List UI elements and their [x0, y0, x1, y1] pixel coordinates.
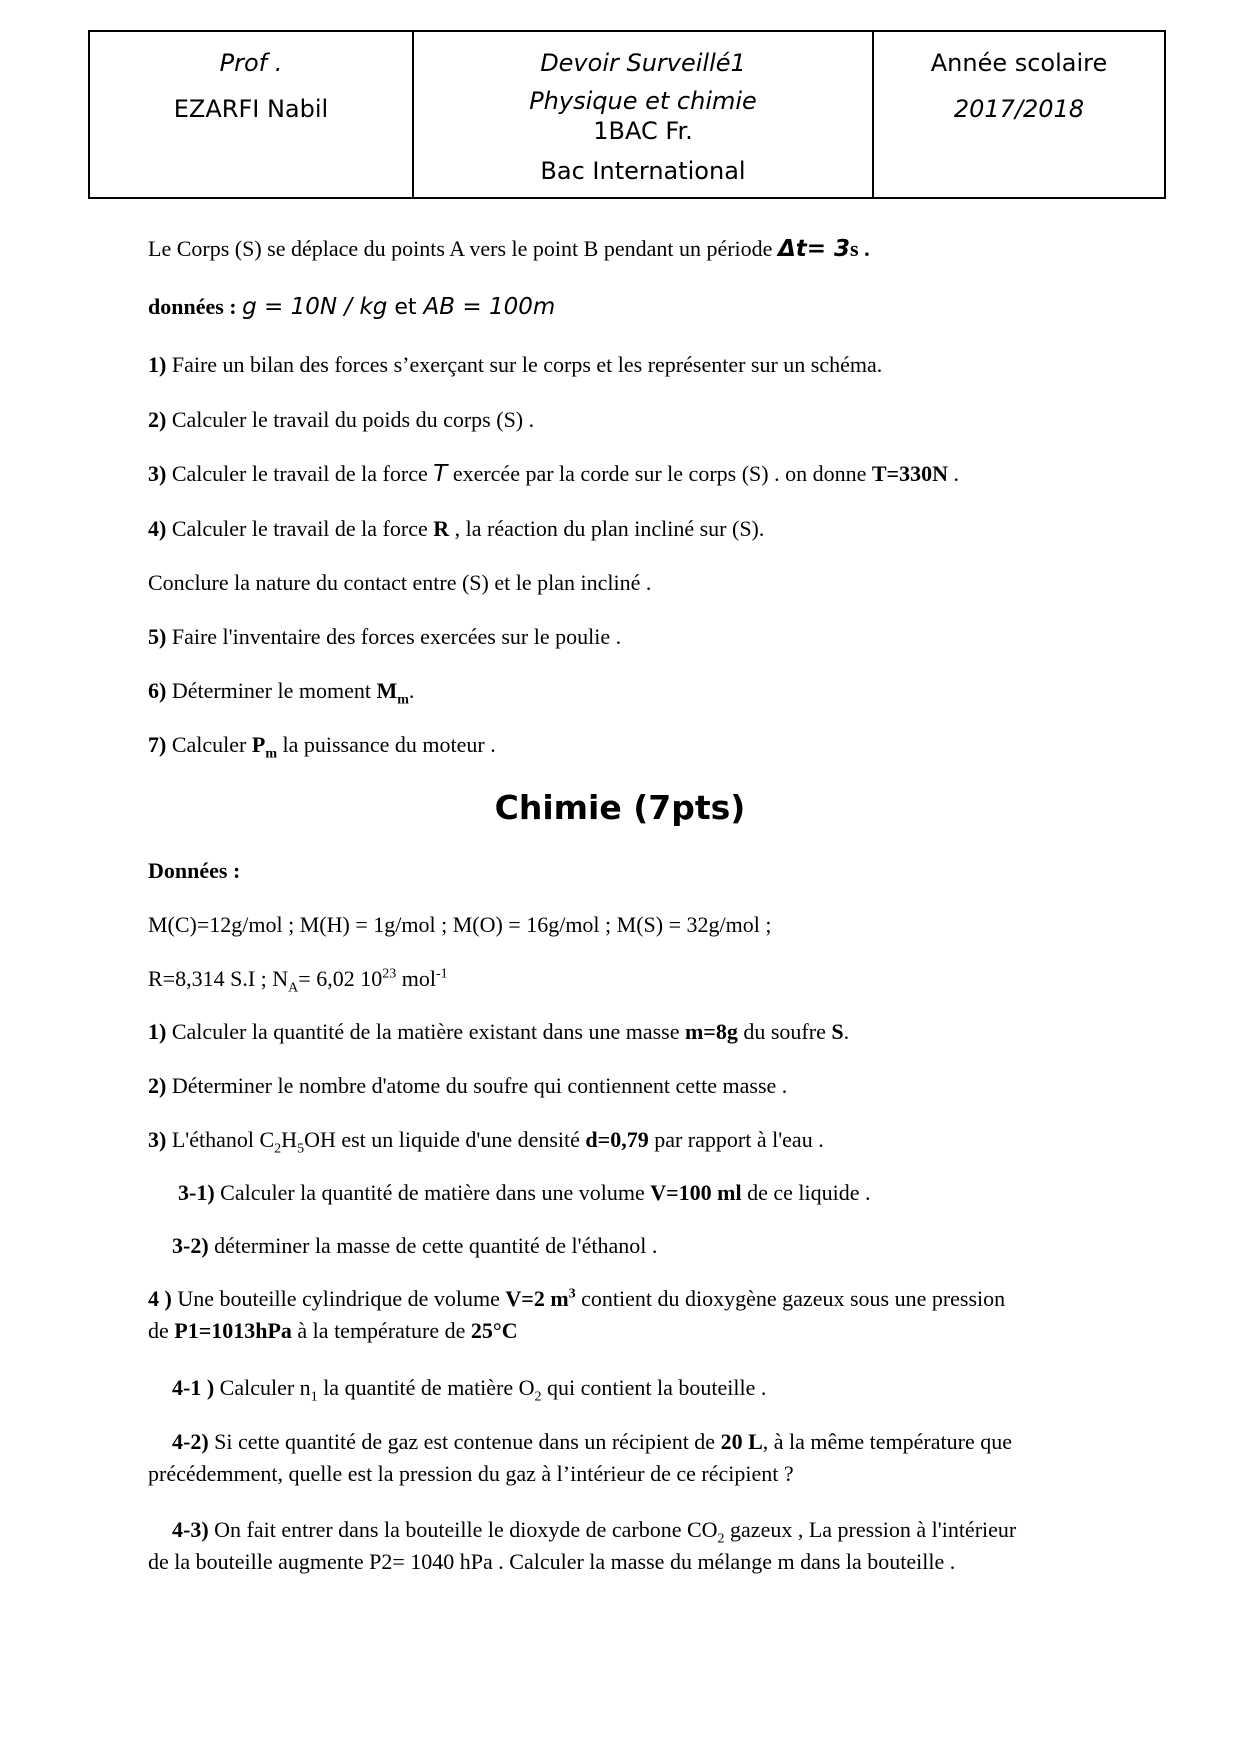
physique-q6: 6) Déterminer le moment $M_m$.: [148, 678, 415, 708]
chimie-q4-3-line1: 4-3) On fait entrer dans la bouteille le dioxyde de carbone $CO_2$ gazeux , La pression à l'intérieur: [172, 1517, 1017, 1547]
header-year-cell: [874, 32, 1164, 197]
chimie-q3-2: 3-2) déterminer la masse de cette quantité de l'éthanol .: [172, 1233, 658, 1258]
physique-intro: Le Corps (S) se déplace du points A vers le point B pendant un période Δt= 3s .: [148, 236, 870, 262]
exam-title: Devoir Surveillé1: [540, 49, 746, 77]
chimie-q4-line2: de P1=1013hPa à la température de 25°C: [148, 1318, 518, 1343]
header-teacher-cell: [90, 32, 414, 197]
chimie-q4-2-line1: 4-2) Si cette quantité de gaz est contenue dans un récipient de 20 L, à la même température que: [172, 1429, 1012, 1454]
physique-q7: 7) Calculer $P_m$ la puissance du moteur .: [148, 732, 496, 762]
chimie-q1: 1) Calculer la quantité de la matière existant dans une masse m=8g du soufre S.: [148, 1019, 850, 1044]
chimie-q4-2-line2: précédemment, quelle est la pression du gaz à l’intérieur de ce récipient ?: [148, 1461, 794, 1486]
physique-q5: 5) Faire l'inventaire des forces exercées sur le poulie .: [148, 624, 622, 649]
chimie-q4-1: 4-1 ) Calculer $n_1$ la quantité de matière $O_2$ qui contient la bouteille .: [172, 1375, 767, 1405]
chimie-q4-line1: 4 ) Une bouteille cylindrique de volume V=2 $m^3$ contient du dioxygène gazeux sous une pression: [148, 1286, 1006, 1311]
header-title-cell: [414, 32, 874, 197]
year-label: Année scolaire: [930, 49, 1108, 77]
chimie-donnees-label: Données :: [148, 858, 241, 883]
physique-q4: 4) Calculer le travail de la force R , la réaction du plan incliné sur (S).: [148, 516, 765, 541]
chimie-q3-1: 3-1) Calculer la quantité de matière dans une volume V=100 ml de ce liquide .: [178, 1180, 871, 1205]
physique-donnees: données : g = 10N / kg et AB = 100m: [148, 294, 556, 320]
chimie-q4-3-line2: de la bouteille augmente P2= 1040 hPa . Calculer la masse du mélange m dans la bouteille .: [148, 1549, 956, 1574]
physique-q3: 3) Calculer le travail de la force T exercée par la corde sur le corps (S) . on donne T=330N .: [148, 461, 959, 487]
prof-name: EZARFI Nabil: [173, 95, 329, 123]
chimie-q3: 3) L'éthanol $C_2H_5OH$ est un liquide d'une densité d=0,79 par rapport à l'eau .: [148, 1127, 824, 1157]
school-year: 2017/2018: [953, 95, 1085, 123]
chimie-masses: M(C)=12g/mol ; M(H) = 1g/mol ; M(O) = 16g/mol ; M(S) = 32g/mol ;: [148, 912, 772, 937]
prof-label: Prof .: [219, 49, 283, 77]
physique-conclude: Conclure la nature du contact entre (S) et le plan incliné .: [148, 570, 652, 595]
chimie-q2: 2) Déterminer le nombre d'atome du soufre qui contiennent cette masse .: [148, 1073, 788, 1098]
chimie-constants: R=8,314 S.I ; $N_A= 6,02$ $10^{23}$ mol$^{-1}$: [148, 966, 448, 996]
chimie-section-title: Chimie (7pts): [494, 788, 746, 827]
exam-program: Bac International: [540, 157, 746, 185]
exam-level: 1BAC Fr.: [593, 117, 693, 145]
physique-q1: 1) Faire un bilan des forces s’exerçant sur le corps et les représenter sur un schéma.: [148, 352, 883, 377]
exam-subject: Physique et chimie: [529, 87, 757, 115]
header-table: [88, 30, 1166, 199]
physique-q2: 2) Calculer le travail du poids du corps (S) .: [148, 407, 535, 432]
